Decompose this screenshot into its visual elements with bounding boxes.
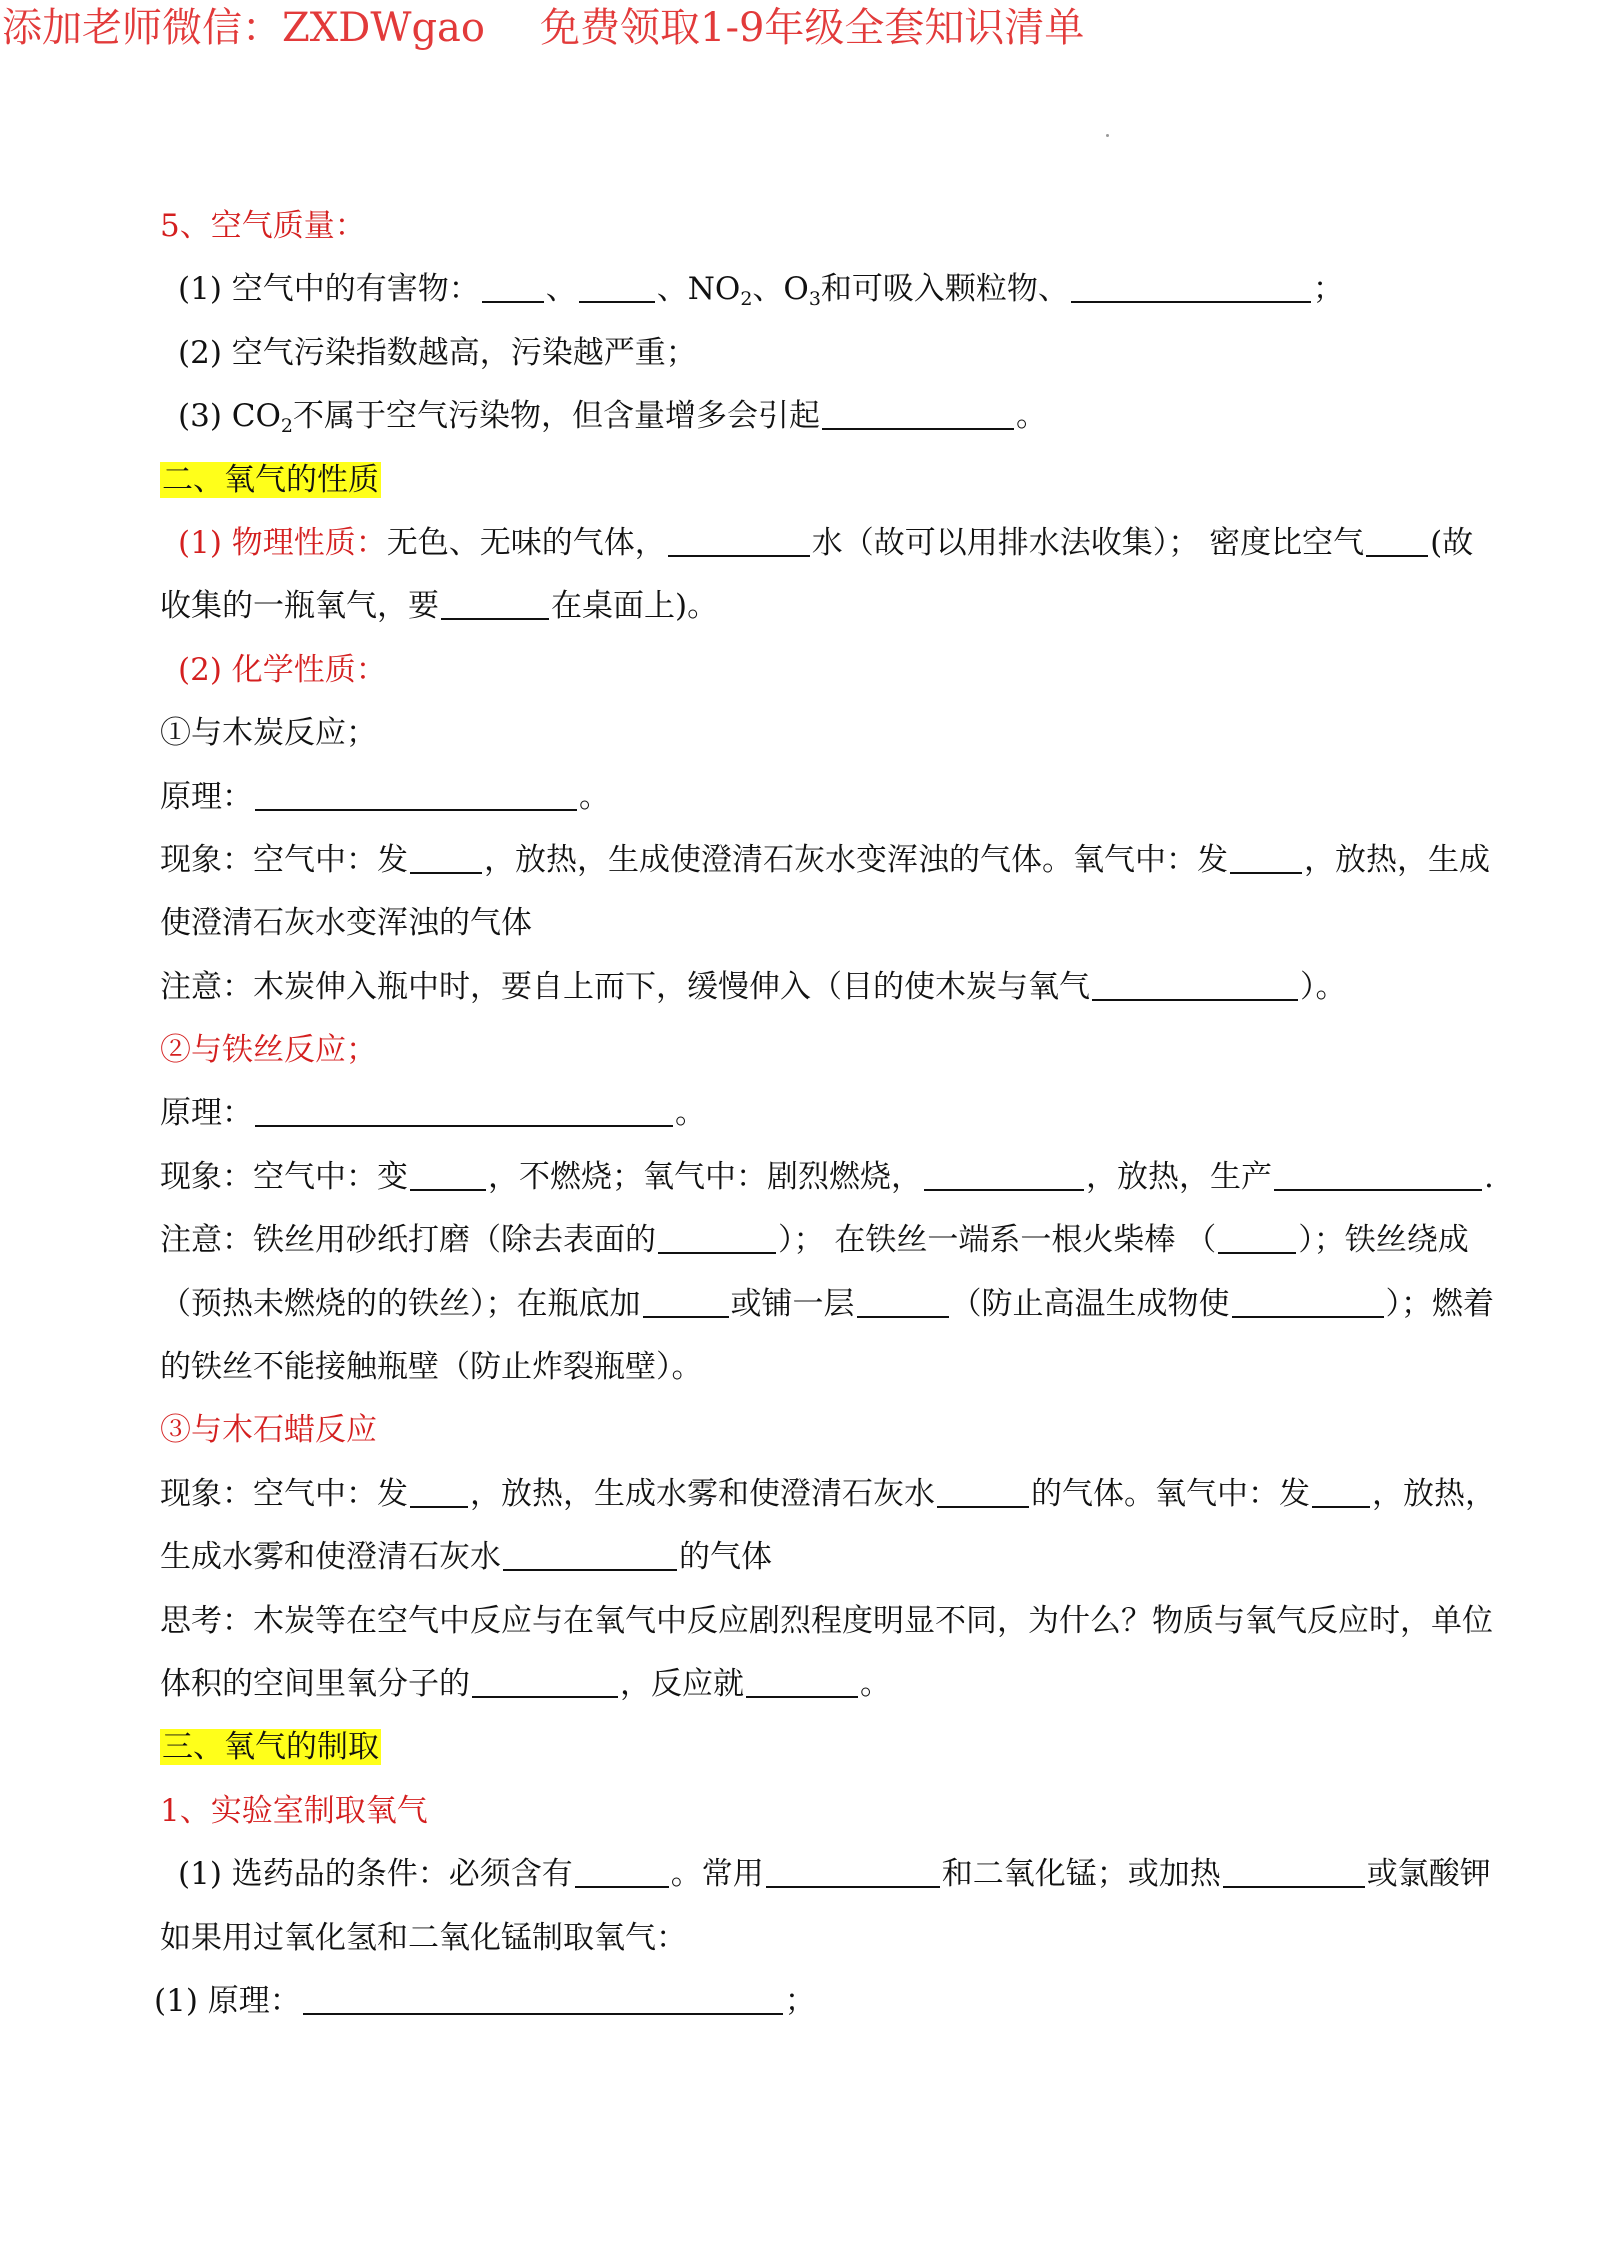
think-line-2: 体积的空间里氧分子的 ，反应就 。	[160, 1665, 891, 1702]
page-header	[0, 0, 1600, 60]
lab-prep-line-1: (1) 选药品的条件：必须含有 。常用 和二氧化锰；或加热 或氯酸钾	[178, 1856, 1491, 1893]
answer-blank[interactable]	[1230, 842, 1302, 874]
iron-principle: 原理： 。	[160, 1095, 706, 1132]
lab-prep-line-2: 如果用过氧化氢和二氧化锰制取氧气：	[160, 1919, 687, 1956]
answer-blank[interactable]	[255, 779, 577, 811]
lab-prep-title: 1、实验室制取氧气	[160, 1792, 428, 1829]
answer-blank[interactable]	[643, 1286, 729, 1318]
worksheet-content	[154, 195, 1550, 2033]
answer-blank[interactable]	[668, 525, 810, 557]
header-wechat: 添加老师微信：ZXDWgao	[2, 5, 485, 51]
chemical-properties-label: (2) 化学性质：	[178, 651, 387, 688]
answer-blank[interactable]	[1274, 1159, 1482, 1191]
answer-blank[interactable]	[255, 1095, 673, 1127]
answer-blank[interactable]	[482, 271, 544, 303]
answer-blank[interactable]	[575, 1856, 669, 1888]
section-3-title: 三、氧气的制取	[162, 1729, 379, 1766]
answer-blank[interactable]	[303, 1983, 783, 2015]
s5-line-2: (2) 空气污染指数越高，污染越严重；	[178, 334, 697, 371]
answer-blank[interactable]	[822, 398, 1014, 430]
iron-title: ②与铁丝反应；	[160, 1032, 377, 1069]
answer-blank[interactable]	[410, 1159, 486, 1191]
iron-note-1: 注意：铁丝用砂纸打磨（除去表面的 ）； 在铁丝一端系一根火柴棒 （ ）；铁丝绕成	[160, 1222, 1469, 1259]
answer-blank[interactable]	[937, 1476, 1029, 1508]
physical-properties: (1) 物理性质：无色、无味的气体， 水（故可以用排水法收集）； 密度比空气 (故	[178, 524, 1474, 561]
answer-blank[interactable]	[1232, 1286, 1384, 1318]
answer-blank[interactable]	[766, 1856, 940, 1888]
charcoal-phenomenon-2: 使澄清石灰水变浑浊的气体	[160, 905, 532, 942]
lab-prep-line-3: (1) 原理： ；	[154, 1982, 816, 2019]
answer-blank[interactable]	[658, 1222, 776, 1254]
wax-title: ③与木石蜡反应	[160, 1412, 377, 1449]
think-line-1: 思考：木炭等在空气中反应与在氧气中反应剧烈程度明显不同，为什么？物质与氧气反应时，单位	[160, 1602, 1493, 1639]
s5-line-3: (3) $CO_2$不属于空气污染物，但含量增多会引起 。	[178, 398, 1047, 438]
header-offer: 免费领取1-9年级全套知识清单	[540, 5, 1085, 51]
answer-blank[interactable]	[579, 271, 655, 303]
charcoal-title: ①与木炭反应；	[160, 715, 377, 752]
answer-blank[interactable]	[1218, 1222, 1296, 1254]
answer-blank[interactable]	[503, 1539, 677, 1571]
answer-blank[interactable]	[1312, 1476, 1370, 1508]
answer-blank[interactable]	[472, 1666, 618, 1698]
iron-phenomenon: 现象：空气中：变 ，不燃烧；氧气中：剧烈燃烧， ，放热，生产 .	[160, 1158, 1494, 1195]
wax-phenomenon-2: 生成水雾和使澄清石灰水 的气体	[160, 1539, 772, 1576]
physical-properties-2: 收集的一瓶氧气，要 在桌面上)。	[160, 588, 719, 625]
section-2-title: 二、氧气的性质	[162, 461, 379, 498]
charcoal-note: 注意：木炭伸入瓶中时，要自上而下，缓慢伸入（目的使木炭与氧气 ）。	[160, 968, 1347, 1005]
s5-line-1: (1) 空气中的有害物： 、 、$NO_2$、$O_3$和可吸入颗粒物、 ；	[178, 271, 1344, 311]
iron-note-3: 的铁丝不能接触瓶壁（防止炸裂瓶壁）。	[160, 1349, 703, 1386]
answer-blank[interactable]	[410, 1476, 468, 1508]
answer-blank[interactable]	[1366, 525, 1428, 557]
section-5-title: 5、空气质量：	[160, 208, 366, 244]
answer-blank[interactable]	[924, 1159, 1084, 1191]
charcoal-principle: 原理： 。	[160, 778, 610, 815]
wax-phenomenon: 现象：空气中：发 ，放热，生成水雾和使澄清石灰水 的气体。氧气中：发 ，放热，	[160, 1475, 1496, 1512]
answer-blank[interactable]	[857, 1286, 949, 1318]
answer-blank[interactable]	[410, 842, 482, 874]
answer-blank[interactable]	[746, 1666, 858, 1698]
charcoal-phenomenon: 现象：空气中：发 ，放热，生成使澄清石灰水变浑浊的气体。氧气中：发 ，放热，生成	[160, 841, 1490, 878]
answer-blank[interactable]	[1092, 969, 1298, 1001]
answer-blank[interactable]	[1223, 1856, 1365, 1888]
speck	[1106, 134, 1109, 137]
answer-blank[interactable]	[441, 588, 549, 620]
iron-note-2: （预热未燃烧的的铁丝）；在瓶底加 或铺一层 （防止高温生成物使 ）；燃着	[160, 1285, 1494, 1322]
answer-blank[interactable]	[1071, 271, 1311, 303]
